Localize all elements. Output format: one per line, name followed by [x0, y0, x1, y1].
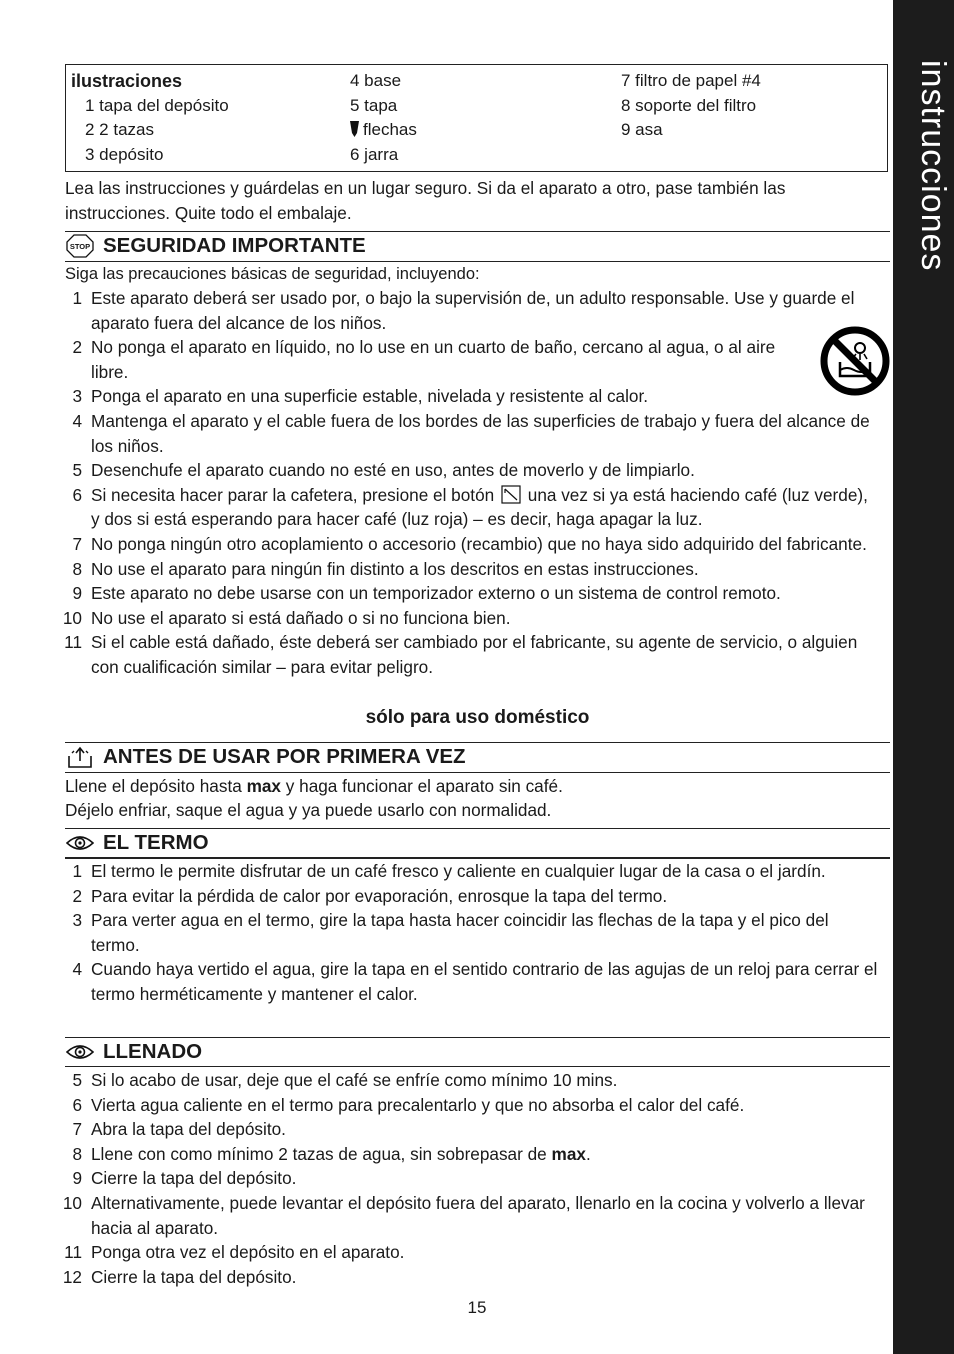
safety-heading	[65, 232, 366, 260]
illustration-item: 9 asa	[621, 120, 663, 139]
illustration-item: 7 filtro de papel #4	[621, 71, 761, 90]
eye-icon	[65, 831, 95, 855]
illustration-item: 1 tapa del depósito	[85, 95, 229, 115]
first-use-icon	[65, 745, 95, 769]
stop-icon	[65, 234, 95, 258]
list-item: 5 Si lo acabo de usar, deje que el café se enfríe como mínimo 10 mins.	[72, 1070, 618, 1090]
filling-list	[60, 1068, 880, 1289]
eye-icon	[65, 1040, 95, 1064]
illustrations-title: ilustraciones	[71, 71, 183, 91]
illustrations-col-1	[71, 69, 229, 167]
list-item: 9 Cierre la tapa del depósito.	[72, 1168, 297, 1189]
list-item: 4 Cuando haya vertido el agua, gire la tapa en el sentido contrario de las agujas de un reloj para cerrar el termo herméticamente y mantener el calor.	[72, 959, 878, 1004]
domestic-use-note: sólo para uso doméstico	[365, 707, 590, 728]
first-use-line-1: Llene el depósito hasta max y haga funcionar el aparato sin café.	[65, 776, 563, 796]
divider	[65, 772, 890, 773]
list-item: 10 Alternativamente, puede levantar el depósito fuera del aparato, llenarlo en la cocina y volverlo a llevar hacia al aparato.	[62, 1192, 865, 1238]
list-item: 2 No ponga el aparato en líquido, no lo use en un cuarto de baño, cercano al agua, o al aire libre.	[72, 337, 776, 382]
thermo-heading-text: EL TERMO	[103, 831, 209, 854]
filling-heading-text: LLENADO	[103, 1040, 203, 1063]
side-tab	[893, 0, 954, 1354]
list-item: 3 Para verter agua en el termo, gire la tapa hasta hacer coincidir las flechas de la tapa y el pico del termo.	[72, 910, 829, 955]
list-item: 1 Este aparato deberá ser usado por, o bajo la supervisión de, un adulto responsable. Use y guarde el aparato fuera del alcance de los niños.	[72, 288, 855, 333]
safety-lead: Siga las precauciones básicas de seguridad, incluyendo:	[65, 265, 480, 283]
filling-heading	[65, 1038, 202, 1066]
illustration-item: 2 2 tazas	[85, 120, 154, 139]
list-item: 8 No use el aparato para ningún fin distinto a los descritos en estas instrucciones.	[72, 558, 699, 579]
list-item: 6 Vierta agua caliente en el termo para precalentarlo y que no absorba el calor del café.	[72, 1094, 745, 1115]
side-tab-label: instrucciones	[914, 60, 952, 272]
intro-text: Lea las instrucciones y guárdelas en un lugar seguro. Si da el aparato a otro, pase también las instrucciones. Quite todo el embalaje.	[65, 178, 786, 223]
stop-button-icon	[501, 485, 521, 504]
list-item: 12 Cierre la tapa del depósito.	[62, 1266, 297, 1287]
list-item: 6 Si necesita hacer parar la cafetera, presione el botón una vez si ya está haciendo café (luz verde), y dos si está esperando para hacer café (luz roja) – es decir, haga apagar la luz.	[72, 484, 868, 530]
safety-heading-text: SEGURIDAD IMPORTANTE	[103, 234, 366, 257]
list-item: 3 Ponga el aparato en una superficie estable, nivelada y resistente al calor.	[72, 386, 649, 407]
list-item: 10 No use el aparato si está dañado o si no funciona bien.	[62, 607, 511, 628]
list-item: 2 Para evitar la pérdida de calor por evaporación, enrosque la tapa del termo.	[72, 885, 668, 906]
illustrations-col-3	[621, 69, 761, 143]
page-number: 15	[467, 1298, 487, 1317]
first-use-heading-text: ANTES DE USAR POR PRIMERA VEZ	[103, 745, 466, 768]
list-item: 8 Llene con como mínimo 2 tazas de agua, sin sobrepasar de max.	[72, 1143, 591, 1164]
list-item: 1 El termo le permite disfrutar de un café fresco y caliente en cualquier lugar de la casa o el jardín.	[72, 861, 826, 881]
safety-list	[60, 286, 880, 680]
illustration-item-arrows	[350, 118, 417, 143]
stop-icon-label: STOP	[69, 242, 91, 251]
illustration-item: 6 jarra	[350, 144, 399, 164]
list-item: 11 Si el cable está dañado, éste deberá ser cambiado por el fabricante, su agente de servicio, o alguien con cualificación similar – para evitar peligro.	[64, 632, 858, 677]
list-item: 5 Desenchufe el aparato cuando no esté en uso, antes de moverlo y de limpiarlo.	[72, 460, 695, 481]
illustrations-col-2	[350, 69, 417, 167]
illustration-item: 3 depósito	[85, 144, 164, 164]
illustrations-box	[65, 64, 888, 172]
list-item: 7 Abra la tapa del depósito.	[72, 1119, 286, 1140]
list-item: 11 Ponga otra vez el depósito en el aparato.	[64, 1242, 405, 1263]
arrow-down-icon	[350, 121, 359, 137]
no-water-icon	[820, 326, 890, 396]
first-use-heading	[65, 743, 466, 771]
illustration-arrows-label: flechas	[363, 120, 417, 139]
list-item: 7 No ponga ningún otro acoplamiento o accesorio (recambio) que no haya sido adquirido del fabricante.	[72, 533, 867, 554]
illustration-item: 5 tapa	[350, 95, 398, 115]
thermo-list	[60, 859, 880, 1007]
thermo-heading	[65, 829, 209, 857]
illustration-item: 8 soporte del filtro	[621, 95, 757, 115]
first-use-line-2: Déjelo enfriar, saque el agua y ya puede usarlo con normalidad.	[65, 800, 552, 820]
illustration-item: 4 base	[350, 71, 402, 90]
divider	[65, 1066, 890, 1067]
list-item: 4 Mantenga el aparato y el cable fuera de los bordes de las superficies de trabajo y fuera del alcance de los niños.	[72, 410, 870, 456]
list-item: 9 Este aparato no debe usarse con un temporizador externo o un sistema de control remoto.	[72, 583, 781, 604]
